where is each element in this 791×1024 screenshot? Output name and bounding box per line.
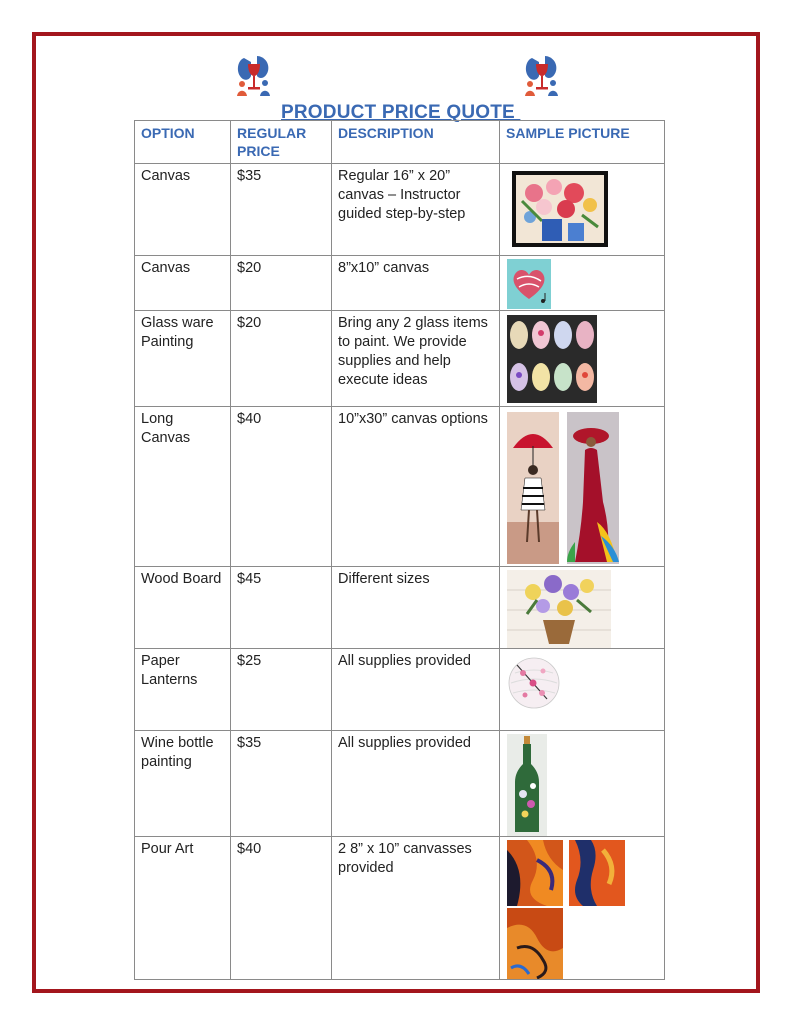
price-cell: $35 bbox=[231, 164, 332, 256]
price-cell: $20 bbox=[231, 256, 332, 311]
table-row bbox=[135, 164, 665, 256]
painted-wine-bottle bbox=[507, 734, 547, 836]
sample-picture-cell bbox=[500, 311, 665, 407]
pour-art-canvas-2 bbox=[569, 840, 625, 906]
pour-art-canvas-3 bbox=[507, 908, 563, 980]
price-cell: $45 bbox=[231, 567, 332, 649]
description-cell: 2 8” x 10” canvasses provided bbox=[332, 837, 500, 980]
column-header-regular-price: REGULAR PRICE bbox=[231, 121, 332, 164]
option-cell: Glass ware Painting bbox=[135, 311, 231, 407]
table-row bbox=[135, 567, 665, 649]
option-cell: Canvas bbox=[135, 164, 231, 256]
option-cell: Pour Art bbox=[135, 837, 231, 980]
table-row bbox=[135, 311, 665, 407]
column-header-sample-picture: SAMPLE PICTURE bbox=[500, 121, 665, 164]
wine-glass-people-logo-icon bbox=[520, 54, 564, 98]
floral-bouquet-painting bbox=[512, 171, 608, 247]
option-cell: Wine bottle painting bbox=[135, 731, 231, 837]
option-cell: Long Canvas bbox=[135, 407, 231, 567]
option-cell: Canvas bbox=[135, 256, 231, 311]
description-cell: Bring any 2 glass items to paint. We provide supplies and help execute ideas bbox=[332, 311, 500, 407]
pour-art-canvas-1 bbox=[507, 840, 563, 906]
table-row bbox=[135, 407, 665, 567]
painted-wine-glasses bbox=[507, 315, 597, 403]
table-row bbox=[135, 649, 665, 731]
sample-picture-cell bbox=[500, 649, 665, 731]
option-cell: Wood Board bbox=[135, 567, 231, 649]
sample-picture-cell bbox=[500, 567, 665, 649]
price-cell: $40 bbox=[231, 837, 332, 980]
cherry-blossom-paper-lantern bbox=[507, 653, 563, 711]
flower-basket-on-wood-board bbox=[507, 570, 611, 648]
price-quote-table bbox=[134, 120, 665, 980]
description-cell: All supplies provided bbox=[332, 731, 500, 837]
sample-picture-cell bbox=[500, 256, 665, 311]
description-cell: All supplies provided bbox=[332, 649, 500, 731]
price-cell: $40 bbox=[231, 407, 332, 567]
column-header-description: DESCRIPTION bbox=[332, 121, 500, 164]
description-cell: 10”x30” canvas options bbox=[332, 407, 500, 567]
price-cell: $35 bbox=[231, 731, 332, 837]
table-header-row bbox=[135, 121, 665, 164]
table-row bbox=[135, 731, 665, 837]
option-cell: Paper Lanterns bbox=[135, 649, 231, 731]
table-row bbox=[135, 837, 665, 980]
wine-glass-people-logo-icon bbox=[232, 54, 276, 98]
description-cell: Different sizes bbox=[332, 567, 500, 649]
sample-picture-cell bbox=[500, 164, 665, 256]
page-border bbox=[32, 32, 760, 993]
description-cell: Regular 16” x 20” canvas – Instructor guided step-by-step bbox=[332, 164, 500, 256]
header bbox=[36, 54, 756, 123]
sample-picture-cell bbox=[500, 731, 665, 837]
table-row bbox=[135, 256, 665, 311]
description-cell: 8”x10” canvas bbox=[332, 256, 500, 311]
umbrella-girl-painting bbox=[507, 412, 559, 564]
price-cell: $25 bbox=[231, 649, 332, 731]
sample-picture-cell bbox=[500, 837, 665, 980]
heart-with-music-notes-painting bbox=[507, 259, 551, 309]
sample-picture-cell bbox=[500, 407, 665, 567]
column-header-option: OPTION bbox=[135, 121, 231, 164]
page-title: PRODUCT PRICE QUOTE bbox=[281, 102, 521, 123]
red-dress-lady-painting bbox=[567, 412, 619, 564]
price-cell: $20 bbox=[231, 311, 332, 407]
